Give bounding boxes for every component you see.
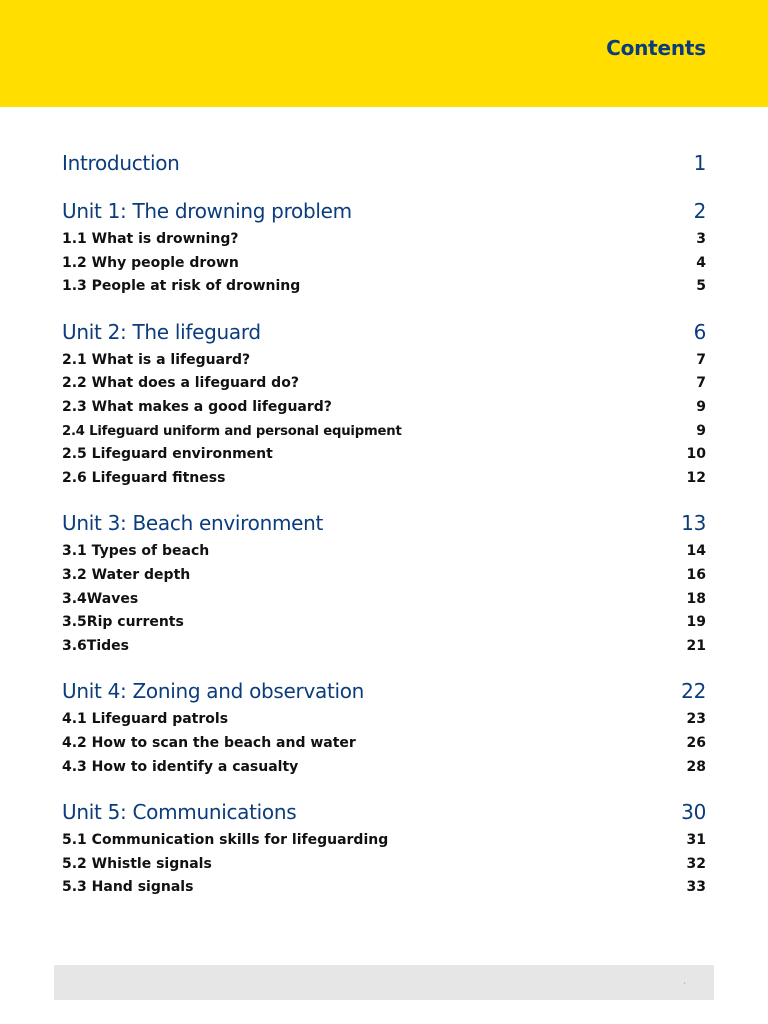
toc-item-page: 19 (686, 614, 706, 631)
toc-item-label: 4.3 How to identify a casualty (62, 758, 299, 775)
toc-item[interactable] (62, 349, 706, 373)
toc-item[interactable] (62, 420, 706, 444)
toc-item-label: 1.3 People at risk of drowning (62, 278, 301, 295)
toc-item-label: 2.2 What does a lifeguard do? (62, 375, 299, 392)
toc-item[interactable] (62, 372, 706, 396)
toc-unit-page: 13 (681, 511, 706, 536)
toc-item-page: 9 (696, 422, 706, 439)
toc-unit-heading[interactable] (62, 676, 706, 706)
toc-item-page: 3 (696, 231, 706, 247)
toc-item-page: 31 (686, 832, 706, 849)
page-title: Contents (606, 36, 706, 60)
toc-item[interactable] (62, 732, 706, 756)
toc-item[interactable] (62, 540, 706, 564)
toc-item[interactable] (62, 588, 706, 612)
toc-item-page: 12 (686, 469, 706, 486)
toc-item-page: 14 (686, 543, 706, 560)
toc-item[interactable] (62, 876, 706, 900)
toc-item-page: 4 (696, 254, 706, 271)
toc-item[interactable] (62, 611, 706, 635)
footer-bar (54, 965, 714, 1000)
toc-item-label: 2.4 Lifeguard uniform and personal equipment (62, 423, 402, 439)
toc-item-label: 5.2 Whistle signals (62, 855, 212, 872)
toc-unit-page: 22 (681, 679, 706, 704)
toc-unit-label: Unit 3: Beach environment (62, 511, 324, 536)
toc-item[interactable] (62, 708, 706, 732)
toc-unit-page: 6 (693, 319, 706, 344)
toc-item[interactable] (62, 853, 706, 877)
toc-unit-label: Unit 1: The drowning problem (62, 199, 352, 223)
toc-section-unit-4 (62, 676, 706, 779)
toc-unit-heading[interactable] (62, 196, 706, 226)
toc-item[interactable] (62, 564, 706, 588)
toc-unit-label: Unit 2: The lifeguard (62, 319, 261, 344)
toc-item-label: 3.5Rip currents (62, 614, 184, 631)
toc-item[interactable] (62, 252, 706, 276)
toc-item[interactable] (62, 228, 706, 252)
toc-item[interactable] (62, 635, 706, 659)
header-band (0, 0, 768, 107)
toc-item-page: 16 (686, 566, 706, 583)
toc-entry-page: 1 (693, 151, 706, 175)
toc-item[interactable] (62, 829, 706, 853)
toc-item-page: 23 (686, 711, 706, 728)
toc-section-unit-2 (62, 317, 706, 491)
toc-unit-heading[interactable] (62, 317, 706, 347)
toc-item-page: 18 (686, 590, 706, 607)
toc-item-label: 1.2 Why people drown (62, 254, 239, 271)
toc-item-page: 9 (696, 398, 706, 415)
toc-item-label: 3.2 Water depth (62, 566, 191, 583)
toc-unit-heading[interactable] (62, 508, 706, 538)
toc-entry-label: Introduction (62, 151, 180, 175)
toc-item-label: 2.1 What is a lifeguard? (62, 351, 251, 368)
toc-unit-page: 2 (693, 199, 706, 223)
toc-item-page: 28 (686, 758, 706, 775)
toc-item-page: 5 (696, 278, 706, 295)
toc-entry-introduction[interactable] (62, 148, 706, 178)
toc-item-page: 7 (696, 375, 706, 392)
toc-item-page: 10 (686, 446, 706, 463)
toc-item[interactable] (62, 275, 706, 299)
toc-item-page: 32 (686, 855, 706, 872)
toc-item[interactable] (62, 443, 706, 467)
toc-section-introduction (62, 148, 706, 178)
toc-item-label: 4.1 Lifeguard patrols (62, 711, 229, 728)
toc-item[interactable] (62, 467, 706, 491)
toc-item-label: 4.2 How to scan the beach and water (62, 734, 356, 751)
toc-item-label: 5.3 Hand signals (62, 879, 194, 896)
toc-item-page: 26 (686, 734, 706, 751)
toc-item-label: 3.4Waves (62, 590, 139, 607)
toc-unit-label: Unit 5: Communications (62, 800, 297, 825)
toc-item-page: 33 (686, 879, 706, 896)
toc-section-unit-3 (62, 508, 706, 658)
toc-item-label: 5.1 Communication skills for lifeguarding (62, 832, 389, 849)
table-of-contents (62, 148, 706, 918)
toc-item-label: 2.6 Lifeguard fitness (62, 469, 226, 486)
toc-section-unit-1 (62, 196, 706, 299)
toc-item-label: 1.1 What is drowning? (62, 231, 239, 247)
toc-item-page: 21 (686, 637, 706, 654)
toc-unit-label: Unit 4: Zoning and observation (62, 679, 365, 704)
toc-item[interactable] (62, 396, 706, 420)
toc-item-page: 7 (696, 351, 706, 368)
toc-unit-heading[interactable] (62, 797, 706, 827)
toc-item-label: 3.6Tides (62, 637, 129, 654)
footer-mark: · (683, 979, 686, 988)
toc-section-unit-5 (62, 797, 706, 900)
toc-item[interactable] (62, 756, 706, 780)
toc-item-label: 2.3 What makes a good lifeguard? (62, 398, 332, 415)
toc-item-label: 2.5 Lifeguard environment (62, 446, 273, 463)
toc-item-label: 3.1 Types of beach (62, 543, 210, 560)
toc-unit-page: 30 (681, 800, 706, 825)
